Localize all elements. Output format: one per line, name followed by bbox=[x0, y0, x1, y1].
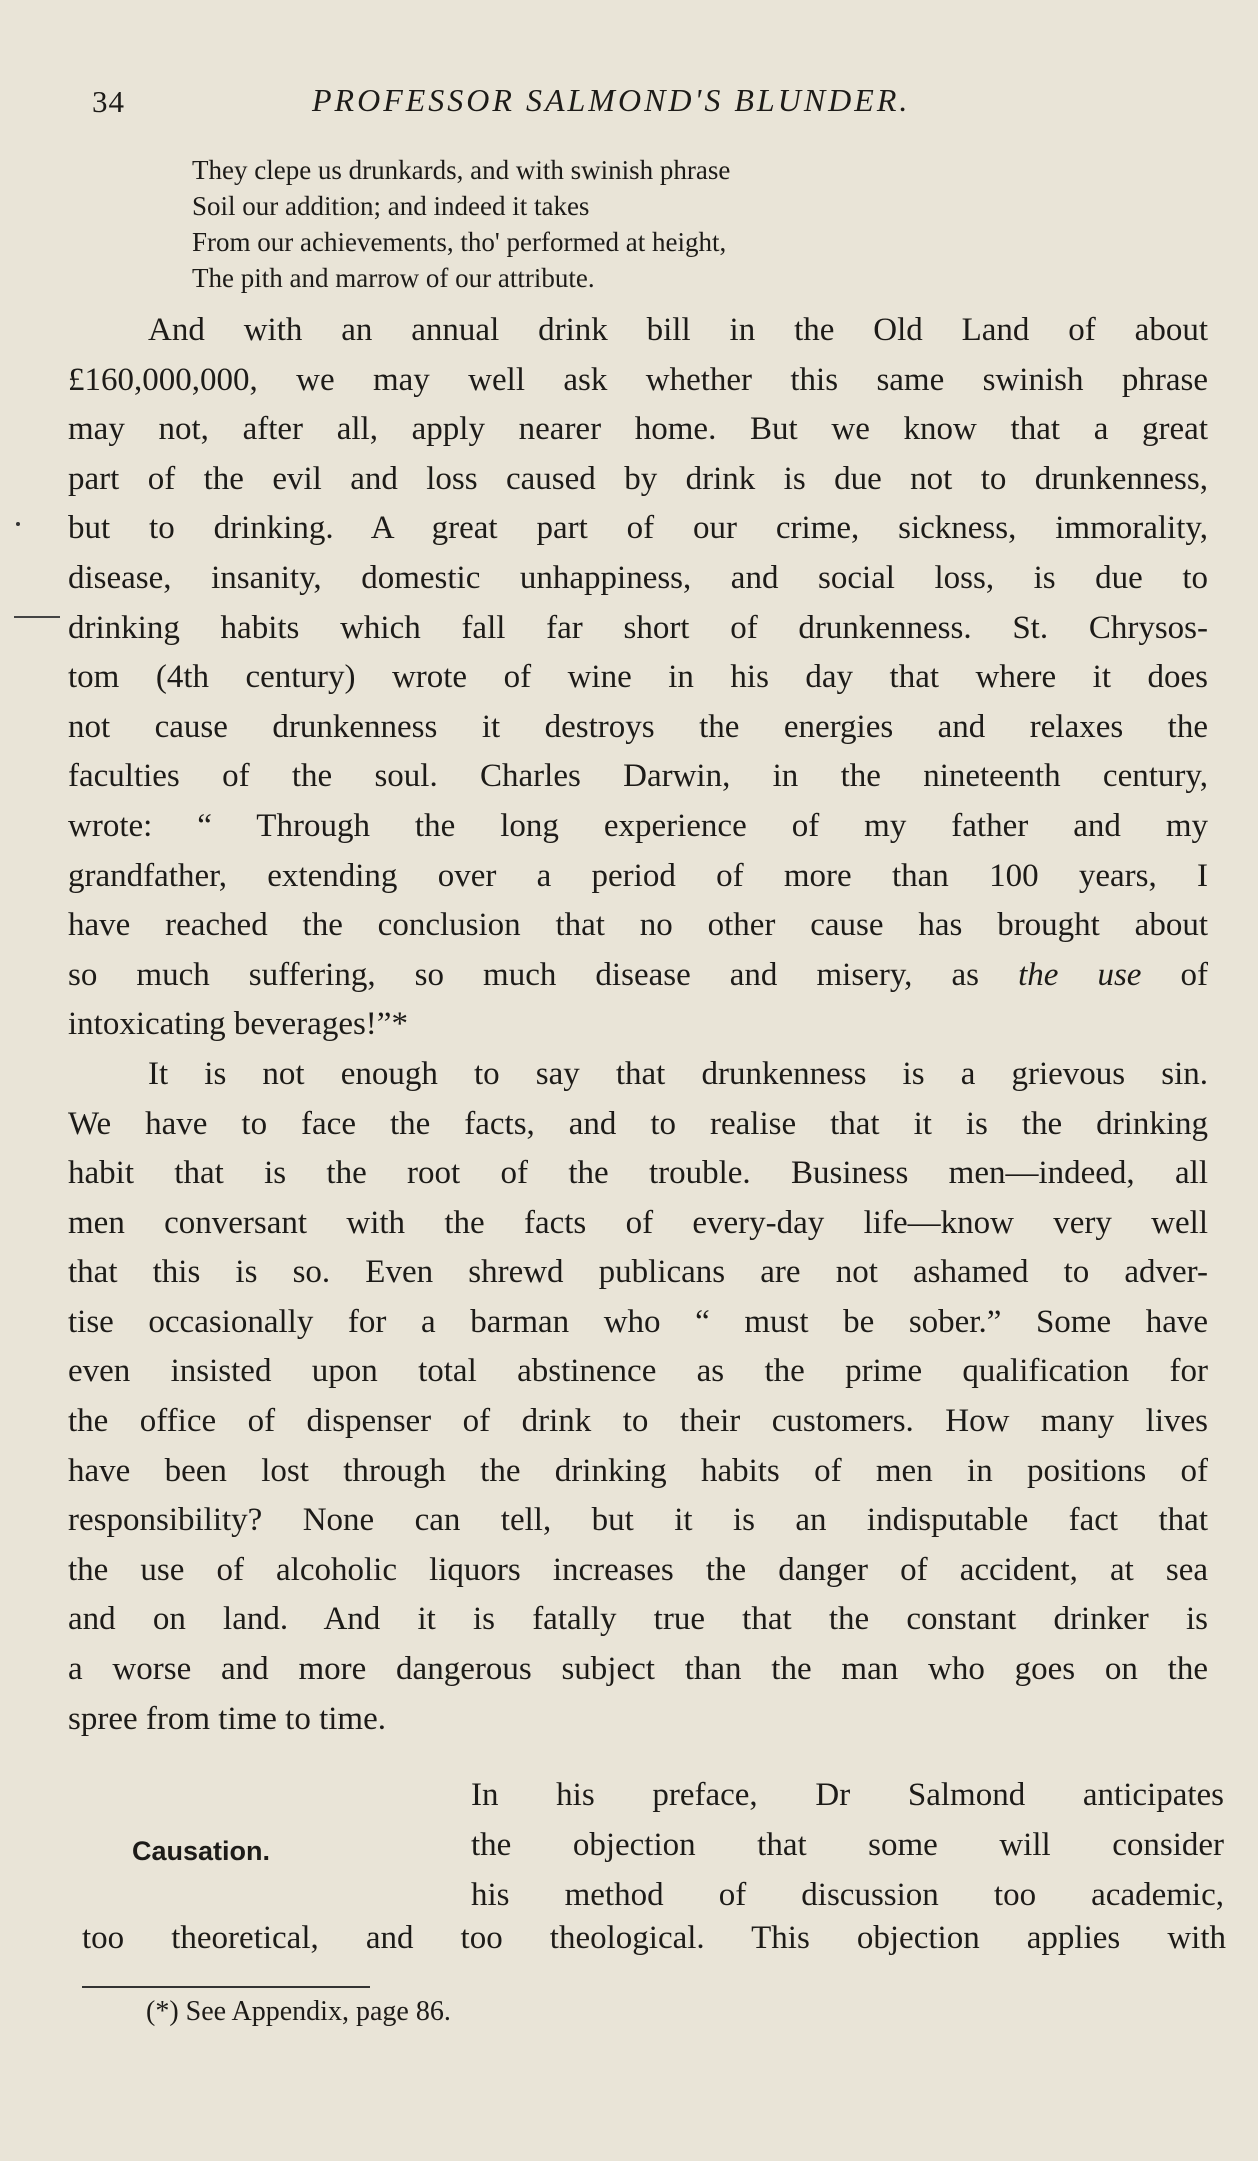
paragraph-line: We have to face the facts, and to realise that it is the drinking bbox=[68, 1105, 1208, 1142]
verse-line: From our achievements, tho' performed at height, bbox=[192, 227, 727, 257]
paragraph-line: In his preface, Dr Salmond anticipates bbox=[471, 1777, 1224, 1813]
paragraph-line: and on land. And it is fatally true that the constant drinker is bbox=[68, 1601, 1208, 1638]
verse-quote bbox=[192, 152, 992, 296]
paragraph-line: spree from time to time. bbox=[68, 1700, 386, 1737]
paragraph-line: It is not enough to say that drunkenness is a grievous sin. bbox=[148, 1055, 1208, 1092]
paragraph-line: tise occasionally for a barman who “ must be sober.” Some have bbox=[68, 1303, 1208, 1340]
paragraph-line: habit that is the root of the trouble. Business men—indeed, all bbox=[68, 1155, 1208, 1192]
paragraph-line: may not, after all, apply nearer home. But we know that a great bbox=[68, 411, 1208, 448]
paragraph-line: drinking habits which fall far short of drunkenness. St. Chrysos- bbox=[68, 609, 1208, 646]
paragraph-line: have reached the conclusion that no other cause has brought about bbox=[68, 907, 1208, 944]
emphasis-text: the use bbox=[1018, 956, 1142, 993]
verse-line: They clepe us drunkards, and with swinish phrase bbox=[192, 155, 731, 185]
body-text bbox=[68, 306, 1208, 1744]
paragraph-line: And with an annual drink bill in the Old Land of about bbox=[148, 312, 1208, 348]
paragraph-line: £160,000,000, we may well ask whether this same swinish phrase bbox=[68, 361, 1208, 398]
paragraph-line: men conversant with the facts of every-day life—know very well bbox=[68, 1204, 1208, 1241]
side-paragraph bbox=[471, 1770, 1224, 1920]
margin-dot bbox=[16, 522, 20, 526]
paragraph-line: have been lost through the drinking habits of men in positions of bbox=[68, 1452, 1208, 1489]
paragraph-line: tom (4th century) wrote of wine in his day that where it does bbox=[68, 659, 1208, 696]
verse-line: Soil our addition; and indeed it takes bbox=[192, 191, 590, 221]
running-head: PROFESSOR SALMOND'S BLUNDER. bbox=[312, 82, 911, 118]
paragraph-line: part of the evil and loss caused by drink is due not to drunkenness, bbox=[68, 460, 1208, 497]
paragraph-line-text: too theoretical, and too theological. This objection applies with bbox=[82, 1920, 1226, 1956]
paragraph-line: grandfather, extending over a period of more than 100 years, I bbox=[68, 857, 1208, 894]
paragraph-line: even insisted upon total abstinence as the prime qualification for bbox=[68, 1353, 1208, 1390]
paragraph-line: so much suffering, so much disease and misery, as the use of bbox=[68, 956, 1208, 993]
paragraph-line: his method of discussion too academic, bbox=[471, 1877, 1224, 1913]
paragraph-line: the office of dispenser of drink to their customers. How many lives bbox=[68, 1403, 1208, 1440]
verse-line: The pith and marrow of our attribute. bbox=[192, 263, 595, 293]
side-heading: Causation. bbox=[132, 1836, 271, 1866]
paragraph-line: intoxicating beverages!”* bbox=[68, 1006, 408, 1043]
footnote-rule bbox=[82, 1986, 370, 1988]
paragraph-line: faculties of the soul. Charles Darwin, in the nineteenth century, bbox=[68, 758, 1208, 795]
paragraph-line: but to drinking. A great part of our crime, sickness, immorality, bbox=[68, 510, 1208, 547]
paragraph-line: the objection that some will consider bbox=[471, 1827, 1224, 1863]
paragraph-line bbox=[82, 1920, 1226, 1970]
paragraph-line: that this is so. Even shrewd publicans are not ashamed to adver- bbox=[68, 1254, 1208, 1291]
paragraph-line: not cause drunkenness it destroys the energies and relaxes the bbox=[68, 708, 1208, 745]
paragraph-line: a worse and more dangerous subject than the man who goes on the bbox=[68, 1651, 1208, 1688]
paragraph-line: responsibility? None can tell, but it is an indisputable fact that bbox=[68, 1502, 1208, 1539]
paragraph-line: wrote: “ Through the long experience of my father and my bbox=[68, 807, 1208, 844]
paragraph-line: disease, insanity, domestic unhappiness, and social loss, is due to bbox=[68, 559, 1208, 596]
margin-mark bbox=[14, 616, 60, 618]
page-number: 34 bbox=[92, 84, 125, 119]
paragraph-line: the use of alcoholic liquors increases the danger of accident, at sea bbox=[68, 1551, 1208, 1588]
footnote: (*) See Appendix, page 86. bbox=[146, 1996, 451, 2027]
